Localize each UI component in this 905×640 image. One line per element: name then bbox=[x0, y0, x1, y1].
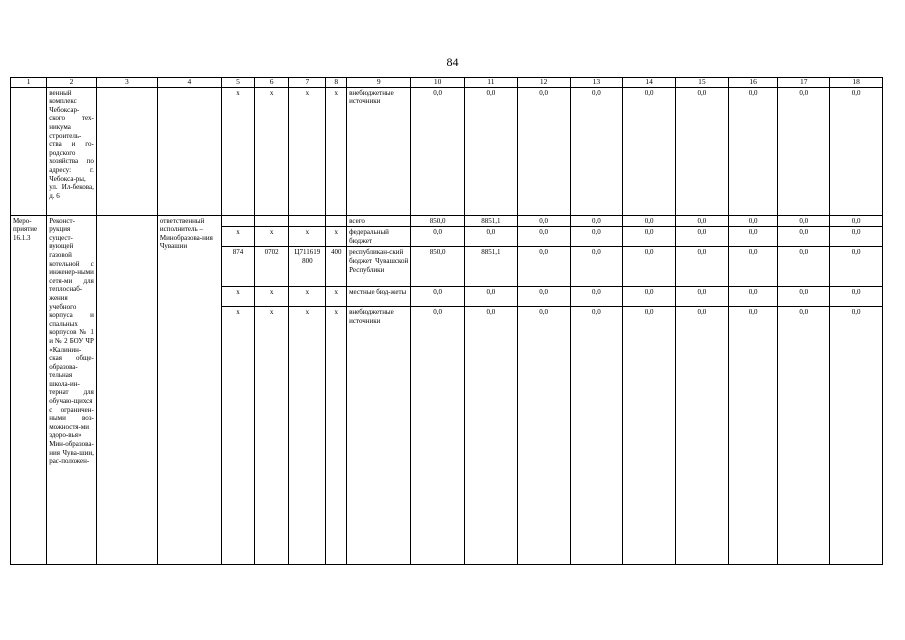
vr-cell: x bbox=[326, 87, 347, 215]
source-cell: внебюджетные источники bbox=[347, 87, 411, 215]
grbs-cell bbox=[221, 215, 254, 227]
col-header: 9 bbox=[347, 78, 411, 88]
value-cell: 8851,1 bbox=[465, 215, 518, 227]
value-cell: 0,0 bbox=[411, 87, 465, 215]
grbs-cell: x bbox=[221, 87, 254, 215]
value-cell: 0,0 bbox=[728, 287, 778, 307]
col-header: 16 bbox=[728, 78, 778, 88]
col-header: 7 bbox=[289, 78, 326, 88]
section-cell: x bbox=[255, 307, 289, 565]
value-cell: 0,0 bbox=[623, 87, 676, 215]
value-cell: 0,0 bbox=[830, 227, 883, 247]
event-cell: Меро-приятие 16.1.3 bbox=[11, 215, 47, 565]
vr-cell: x bbox=[326, 287, 347, 307]
grbs-cell: x bbox=[221, 307, 254, 565]
table-row bbox=[11, 215, 883, 227]
csr-cell: x bbox=[289, 307, 326, 565]
value-cell: 0,0 bbox=[728, 87, 778, 215]
page-number: 84 bbox=[446, 55, 459, 69]
col-header: 5 bbox=[221, 78, 254, 88]
csr-cell: x bbox=[289, 287, 326, 307]
col-header: 10 bbox=[411, 78, 465, 88]
empty-cell bbox=[96, 215, 157, 565]
value-cell: 0,0 bbox=[623, 215, 676, 227]
value-cell: 0,0 bbox=[517, 227, 570, 247]
empty-cell bbox=[96, 87, 157, 215]
value-cell: 0,0 bbox=[517, 307, 570, 565]
source-cell: внебюджетные источники bbox=[347, 307, 411, 565]
column-number-row bbox=[11, 78, 883, 88]
col-header: 11 bbox=[465, 78, 518, 88]
value-cell: 850,0 bbox=[411, 247, 465, 287]
value-cell: 0,0 bbox=[830, 287, 883, 307]
col-header: 6 bbox=[255, 78, 289, 88]
value-cell: 8851,1 bbox=[465, 247, 518, 287]
table-row bbox=[11, 87, 883, 215]
col-header: 14 bbox=[623, 78, 676, 88]
value-cell: 0,0 bbox=[570, 87, 623, 215]
value-cell: 0,0 bbox=[778, 227, 830, 247]
vr-cell: x bbox=[326, 227, 347, 247]
csr-cell bbox=[289, 215, 326, 227]
value-cell: 0,0 bbox=[728, 227, 778, 247]
section-cell: 0702 bbox=[255, 247, 289, 287]
col-header: 2 bbox=[47, 78, 97, 88]
value-cell: 0,0 bbox=[465, 87, 518, 215]
value-cell: 0,0 bbox=[517, 247, 570, 287]
col-header: 1 bbox=[11, 78, 47, 88]
value-cell: 0,0 bbox=[465, 307, 518, 565]
value-cell: 0,0 bbox=[778, 287, 830, 307]
value-cell: 0,0 bbox=[676, 87, 729, 215]
value-cell: 0,0 bbox=[830, 307, 883, 565]
value-cell: 850,0 bbox=[411, 215, 465, 227]
value-cell: 0,0 bbox=[411, 287, 465, 307]
value-cell: 0,0 bbox=[623, 287, 676, 307]
object-name-cell: Реконст-рукция сущест-вующей газовой котельной с инженер-ными сетя-ми для теплоснаб-жения учебного корпуса и спальных корпусов № 1 и № 2 БОУ ЧР «Калинин-ская обще-образова-тельная школа-ин-тернат для обучаю-щихся с ограничен-ными воз-можностя-ми здоро-вья» Мин-образова-ния Чува-шии, рас-положен- bbox=[47, 215, 97, 565]
value-cell: 0,0 bbox=[676, 247, 729, 287]
value-cell: 0,0 bbox=[676, 215, 729, 227]
value-cell: 0,0 bbox=[517, 87, 570, 215]
value-cell: 0,0 bbox=[676, 307, 729, 565]
value-cell: 0,0 bbox=[728, 307, 778, 565]
value-cell: 0,0 bbox=[778, 247, 830, 287]
value-cell: 0,0 bbox=[623, 247, 676, 287]
value-cell: 0,0 bbox=[570, 227, 623, 247]
value-cell: 0,0 bbox=[728, 215, 778, 227]
value-cell: 0,0 bbox=[778, 307, 830, 565]
executor-cell: ответственный исполнитель – Минобразова-ния Чувашии bbox=[157, 215, 221, 565]
source-cell: федеральный бюджет bbox=[347, 227, 411, 247]
section-cell bbox=[255, 215, 289, 227]
grbs-cell: x bbox=[221, 227, 254, 247]
value-cell: 0,0 bbox=[517, 215, 570, 227]
source-cell: местные бюд-жеты bbox=[347, 287, 411, 307]
col-header: 15 bbox=[676, 78, 729, 88]
section-cell: x bbox=[255, 227, 289, 247]
col-header: 4 bbox=[157, 78, 221, 88]
value-cell: 0,0 bbox=[676, 287, 729, 307]
source-cell: всего bbox=[347, 215, 411, 227]
value-cell: 0,0 bbox=[465, 227, 518, 247]
value-cell: 0,0 bbox=[830, 87, 883, 215]
col-header: 17 bbox=[778, 78, 830, 88]
col-header: 12 bbox=[517, 78, 570, 88]
object-name-cell: венный комплекс Чебоксар-ского тех-никума строитель-ства и го-родского хозяйства по адресу: г. Чебокса-ры, ул. Ил-бекова, д. 6 bbox=[47, 87, 97, 215]
value-cell: 0,0 bbox=[570, 307, 623, 565]
executor-cell bbox=[157, 87, 221, 215]
csr-cell: x bbox=[289, 227, 326, 247]
vr-cell bbox=[326, 215, 347, 227]
value-cell: 0,0 bbox=[623, 227, 676, 247]
grbs-cell: 874 bbox=[221, 247, 254, 287]
col-header: 18 bbox=[830, 78, 883, 88]
value-cell: 0,0 bbox=[676, 227, 729, 247]
value-cell: 0,0 bbox=[623, 307, 676, 565]
value-cell: 0,0 bbox=[830, 247, 883, 287]
value-cell: 0,0 bbox=[465, 287, 518, 307]
csr-cell: x bbox=[289, 87, 326, 215]
value-cell: 0,0 bbox=[830, 215, 883, 227]
value-cell: 0,0 bbox=[570, 247, 623, 287]
value-cell: 0,0 bbox=[411, 227, 465, 247]
col-header: 8 bbox=[326, 78, 347, 88]
value-cell: 0,0 bbox=[778, 215, 830, 227]
vr-cell: x bbox=[326, 307, 347, 565]
value-cell: 0,0 bbox=[570, 287, 623, 307]
source-cell: республикан-ский бюджет Чувашской Республики bbox=[347, 247, 411, 287]
vr-cell: 400 bbox=[326, 247, 347, 287]
section-cell: x bbox=[255, 87, 289, 215]
value-cell: 0,0 bbox=[778, 87, 830, 215]
csr-cell: Ц711619 800 bbox=[289, 247, 326, 287]
event-cell bbox=[11, 87, 47, 215]
col-header: 3 bbox=[96, 78, 157, 88]
grbs-cell: x bbox=[221, 287, 254, 307]
col-header: 13 bbox=[570, 78, 623, 88]
value-cell: 0,0 bbox=[728, 247, 778, 287]
section-cell: x bbox=[255, 287, 289, 307]
value-cell: 0,0 bbox=[570, 215, 623, 227]
value-cell: 0,0 bbox=[411, 307, 465, 565]
budget-table bbox=[10, 77, 883, 565]
value-cell: 0,0 bbox=[517, 287, 570, 307]
